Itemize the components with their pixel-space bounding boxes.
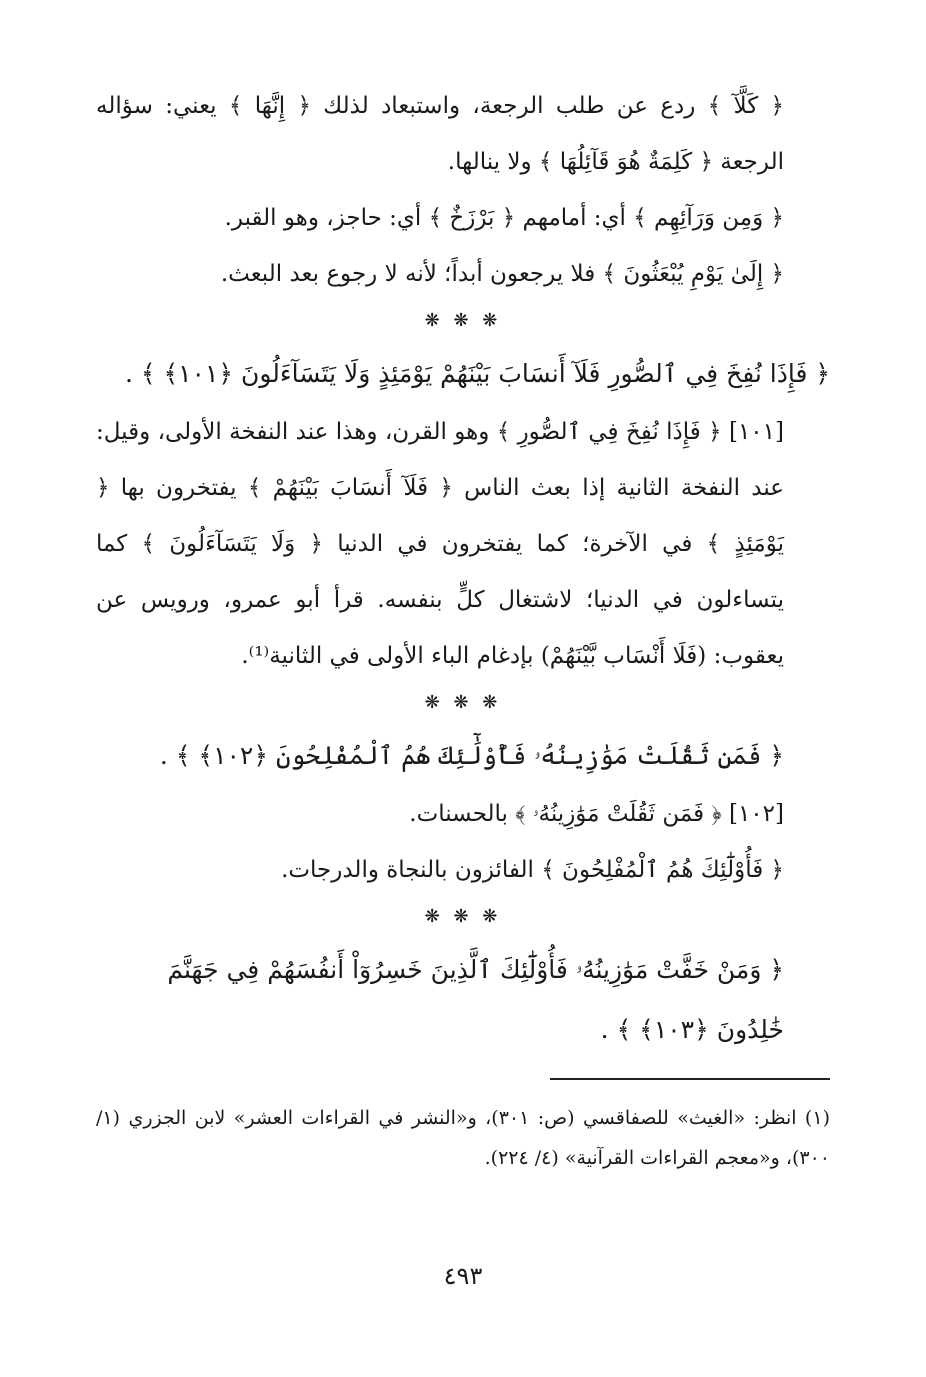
commentary-barzakh: ﴿ وَمِن وَرَآئِهِم ﴾ أي: أمامهم ﴿ بَرْزَخٌ ﴾ أي: حاجز، وهو القبر.	[224, 205, 784, 231]
page-body	[96, 78, 830, 1178]
section-separator: ❋ ❋ ❋	[424, 310, 502, 331]
commentary-yubathun: ﴿ إِلَىٰ يَوْمِ يُبْعَثُونَ ﴾ فلا يرجعون أبداً؛ لأنه لا رجوع بعد البعث.	[220, 261, 784, 287]
page-number: ٤٩٣	[443, 1262, 483, 1290]
commentary-102-b: ﴿ فَأُوْلَٰٓئِكَ هُمُ ٱلْمُفْلِحُونَ ﴾ الفائزون بالنجاة والدرجات.	[281, 857, 784, 883]
section-separator: ❋ ❋ ❋	[424, 692, 502, 713]
commentary-102-a: [١٠٢] ﴿ فَمَن ثَقُلَتْ مَوَٰزِينُهُۥ ﴾ بالحسنات.	[409, 801, 784, 827]
footnote-1: (١) انظر: «الغيث» للصفاقسي (ص: ٣٠١)، و«النشر في القراءات العشر» لابن الجزري (١/ ٣٠٠)، و«معجم القراءات القرآنية» (٤/ ٢٢٤).	[96, 1107, 830, 1169]
footnote-rule	[550, 1078, 830, 1080]
commentary-101: [١٠١] ﴿ فَإِذَا نُفِخَ فِي ٱلصُّورِ ﴾ وهو القرن، وهذا عند النفخة الأولى، وقيل: عند النفخة الثانية إذا بعث الناس ﴿ فَلَآ أَنسَابَ بَيْنَهُمْ ﴾ يفتخرون بها ﴿ يَوْمَئِذٍ ﴾ في الآخرة؛ كما يفتخرون في الدنيا ﴿ وَلَا يَتَسَآءَلُونَ ﴾ كما يتساءلون في الدنيا؛ لاشتغال كلٍّ بنفسه. قرأ أبو عمرو، ورويس عن يعقوب: (فَلَا أَنْسَاب بَّيْنَهُمْ) بإدغام الباء الأولى في الثانية⁽¹⁾.	[96, 419, 784, 669]
commentary-kalla: ﴿ كَلَّآ ﴾ ردع عن طلب الرجعة، واستبعاد لذلك ﴿ إِنَّهَا ﴾ يعني: سؤاله الرجعة ﴿ كَلِمَةٌ هُوَ قَآئِلُهَا ﴾ ولا ينالها.	[96, 93, 784, 175]
verse-101: ﴿ فَإِذَا نُفِخَ فِي ٱلصُّورِ فَلَآ أَنسَابَ بَيْنَهُمْ يَوْمَئِذٍ وَلَا يَتَسَآءَلُونَ ﴿١٠١﴾ ﴾ .	[124, 359, 830, 388]
verse-103: ﴿ وَمَنْ خَفَّتْ مَوَٰزِينُهُۥ فَأُوْلَٰٓئِكَ ٱلَّذِينَ خَسِرُوٓاْ أَنفُسَهُمْ فِي جَهَنَّمَ خَٰلِدُونَ ﴿١٠٣﴾ ﴾ .	[167, 955, 784, 1044]
section-separator: ❋ ❋ ❋	[424, 906, 502, 927]
verse-102: ﴿ فَمَن ثَقُلَتْ مَوَٰزِينُهُۥ فَأُوْلَٰٓئِكَ هُمُ ٱلْمُفْلِحُونَ ﴿١٠٢﴾ ﴾ .	[159, 741, 784, 770]
